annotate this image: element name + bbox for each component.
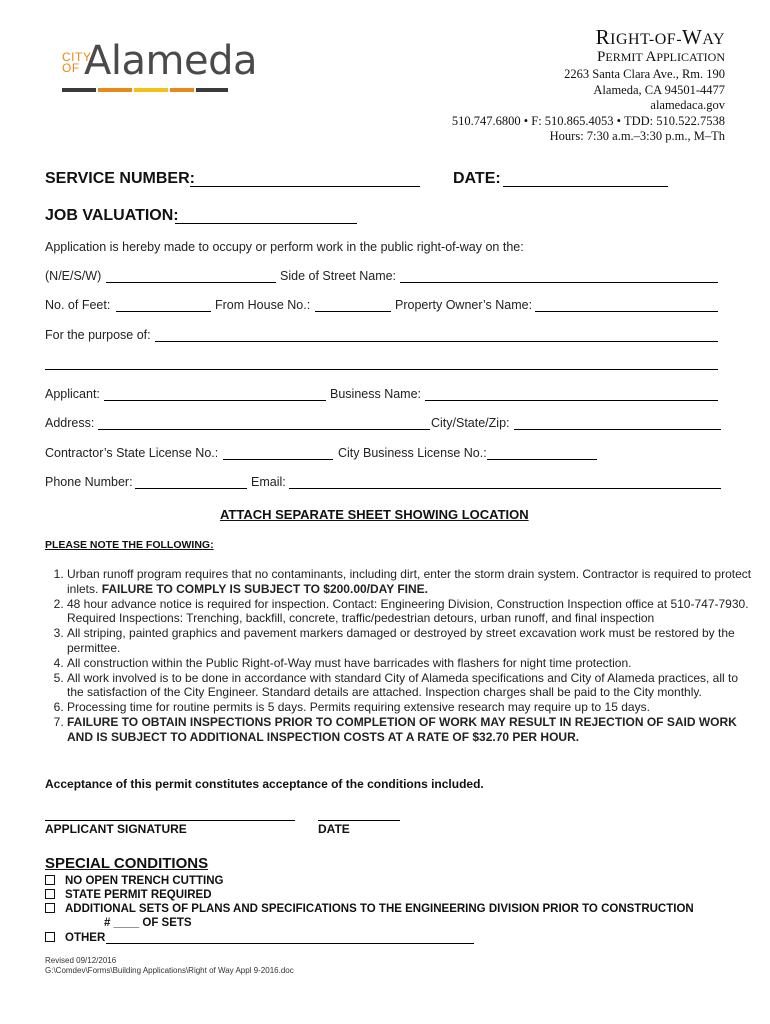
list-item: 2. 48 hour advance notice is required for inspection. Contact: Engineering Division, Construction Inspection office at 510-747-7930. Required Inspections: Trenching, backfill, concrete, traffic/pedestrian detours, urban runoff, and final inspection <box>67 597 753 627</box>
address-label: Address: <box>45 416 95 430</box>
other-field[interactable] <box>106 943 474 944</box>
sets-count-line[interactable]: # ____ OF SETS <box>104 917 192 929</box>
city-business-license-field[interactable] <box>487 459 597 460</box>
logo-bar-2 <box>98 88 132 92</box>
file-path: G:\Comdev\Forms\Building Applications\Right of Way Appl 9-2016.doc <box>45 966 294 975</box>
logo-bar-4 <box>170 88 194 92</box>
revised-date: Revised 09/12/2016 <box>45 956 117 965</box>
city-state-zip-label: City/State/Zip: <box>431 416 510 430</box>
phone-numbers: 510.747.6800 • F: 510.865.4053 • TDD: 510.522.7538 <box>451 113 725 128</box>
header-block <box>451 25 725 145</box>
condition-other: OTHER <box>45 932 105 944</box>
nesw-field[interactable] <box>106 282 276 283</box>
service-number-field[interactable] <box>190 186 420 187</box>
date-field[interactable] <box>503 186 668 187</box>
signature-date-label: DATE <box>318 822 350 836</box>
checkbox[interactable] <box>45 889 55 899</box>
from-house-field[interactable] <box>315 311 391 312</box>
phone-field[interactable] <box>135 488 247 489</box>
logo-of-text: OF <box>62 61 80 75</box>
side-of-street-field[interactable] <box>400 282 718 283</box>
applicant-label: Applicant: <box>45 387 100 401</box>
business-name-field[interactable] <box>425 400 718 401</box>
contractor-license-label: Contractor’s State License No.: <box>45 446 219 460</box>
checkbox[interactable] <box>45 875 55 885</box>
list-item: 7. FAILURE TO OBTAIN INSPECTIONS PRIOR TO COMPLETION OF WORK MAY RESULT IN REJECTION OF SAID WORK AND IS SUBJECT TO ADDITIONAL INSPECTION COSTS AT A RATE OF $32.70 PER HOUR. <box>67 715 753 745</box>
property-owner-label: Property Owner’s Name: <box>395 298 533 312</box>
job-valuation-field[interactable] <box>175 223 357 224</box>
page-subtitle: PERMIT APPLICATION <box>597 48 725 65</box>
attach-notice: ATTACH SEPARATE SHEET SHOWING LOCATION <box>220 507 529 522</box>
purpose-field-line-2[interactable] <box>45 369 718 370</box>
list-item: 3. All striping, painted graphics and pavement markers damaged or destroyed by street excavation work must be restored by the permittee. <box>67 626 753 656</box>
purpose-field[interactable] <box>155 341 718 342</box>
signature-date-field[interactable] <box>318 820 400 821</box>
list-item: 1. Urban runoff program requires that no contaminants, including dirt, enter the storm drain system. Contractor is required to protect inlets. FAILURE TO COMPLY IS SUBJECT TO $200.00/DAY FINE. <box>67 567 753 597</box>
checkbox[interactable] <box>45 903 55 913</box>
city-state-zip-field[interactable] <box>514 429 721 430</box>
service-number-label: SERVICE NUMBER: <box>45 170 195 187</box>
nesw-label: (N/E/S/W) <box>45 269 102 283</box>
from-house-label: From House No.: <box>215 298 311 312</box>
email-field[interactable] <box>289 488 721 489</box>
condition-state-permit: STATE PERMIT REQUIRED <box>45 889 212 901</box>
contractor-license-field[interactable] <box>223 459 333 460</box>
list-item: 6. Processing time for routine permits is 5 days. Permits requiring extensive research may require up to 15 days. <box>67 700 753 715</box>
purpose-label: For the purpose of: <box>45 328 151 342</box>
side-of-street-label: Side of Street Name: <box>280 269 397 283</box>
logo-city-text: CITY <box>62 50 92 64</box>
job-valuation-label: JOB VALUATION: <box>45 207 179 224</box>
no-of-feet-label: No. of Feet: <box>45 298 111 312</box>
list-item: 4. All construction within the Public Right-of-Way must have barricades with flashers for night time protection. <box>67 656 753 671</box>
address-line-1: 2263 Santa Clara Ave., Rm. 190 <box>564 67 725 81</box>
applicant-field[interactable] <box>104 400 326 401</box>
acceptance-text: Acceptance of this permit constitutes acceptance of the conditions included. <box>45 777 484 791</box>
address-line-2: Alameda, CA 94501-4477 <box>593 82 725 97</box>
logo-name: Alameda <box>84 38 257 84</box>
office-hours: Hours: 7:30 a.m.–3:30 p.m., M–Th <box>549 129 725 143</box>
condition-no-trench: NO OPEN TRENCH CUTTING <box>45 875 223 887</box>
intro-text: Application is hereby made to occupy or perform work in the public right-of-way on the: <box>45 240 524 254</box>
address-field[interactable] <box>98 429 430 430</box>
checkbox[interactable] <box>45 932 55 942</box>
city-business-license-label: City Business License No.: <box>338 446 487 460</box>
website: alamedaca.gov <box>650 98 725 112</box>
business-name-label: Business Name: <box>330 387 422 401</box>
condition-additional-sets: ADDITIONAL SETS OF PLANS AND SPECIFICATIONS TO THE ENGINEERING DIVISION PRIOR TO CONSTRUCTION <box>45 903 694 915</box>
property-owner-field[interactable] <box>535 311 718 312</box>
phone-label: Phone Number: <box>45 475 133 489</box>
applicant-signature-field[interactable] <box>45 820 295 821</box>
logo-bar-3 <box>134 88 168 92</box>
please-note-heading: PLEASE NOTE THE FOLLOWING: <box>45 539 214 551</box>
list-item: 5. All work involved is to be done in accordance with standard City of Alameda specifications and City of Alameda practices, all to the satisfaction of the City Engineer. Standard details are attached. Inspection charges shall be paid to the City monthly. <box>67 671 753 701</box>
page-title: RIGHT-OF-WAY <box>595 25 725 49</box>
logo-bar-1 <box>62 88 96 92</box>
logo-bar-5 <box>196 88 228 92</box>
date-label: DATE: <box>453 170 501 187</box>
applicant-signature-label: APPLICANT SIGNATURE <box>45 822 187 836</box>
no-of-feet-field[interactable] <box>116 311 211 312</box>
special-conditions-title: SPECIAL CONDITIONS <box>45 855 209 872</box>
email-label: Email: <box>251 475 286 489</box>
notes-list <box>45 567 753 745</box>
